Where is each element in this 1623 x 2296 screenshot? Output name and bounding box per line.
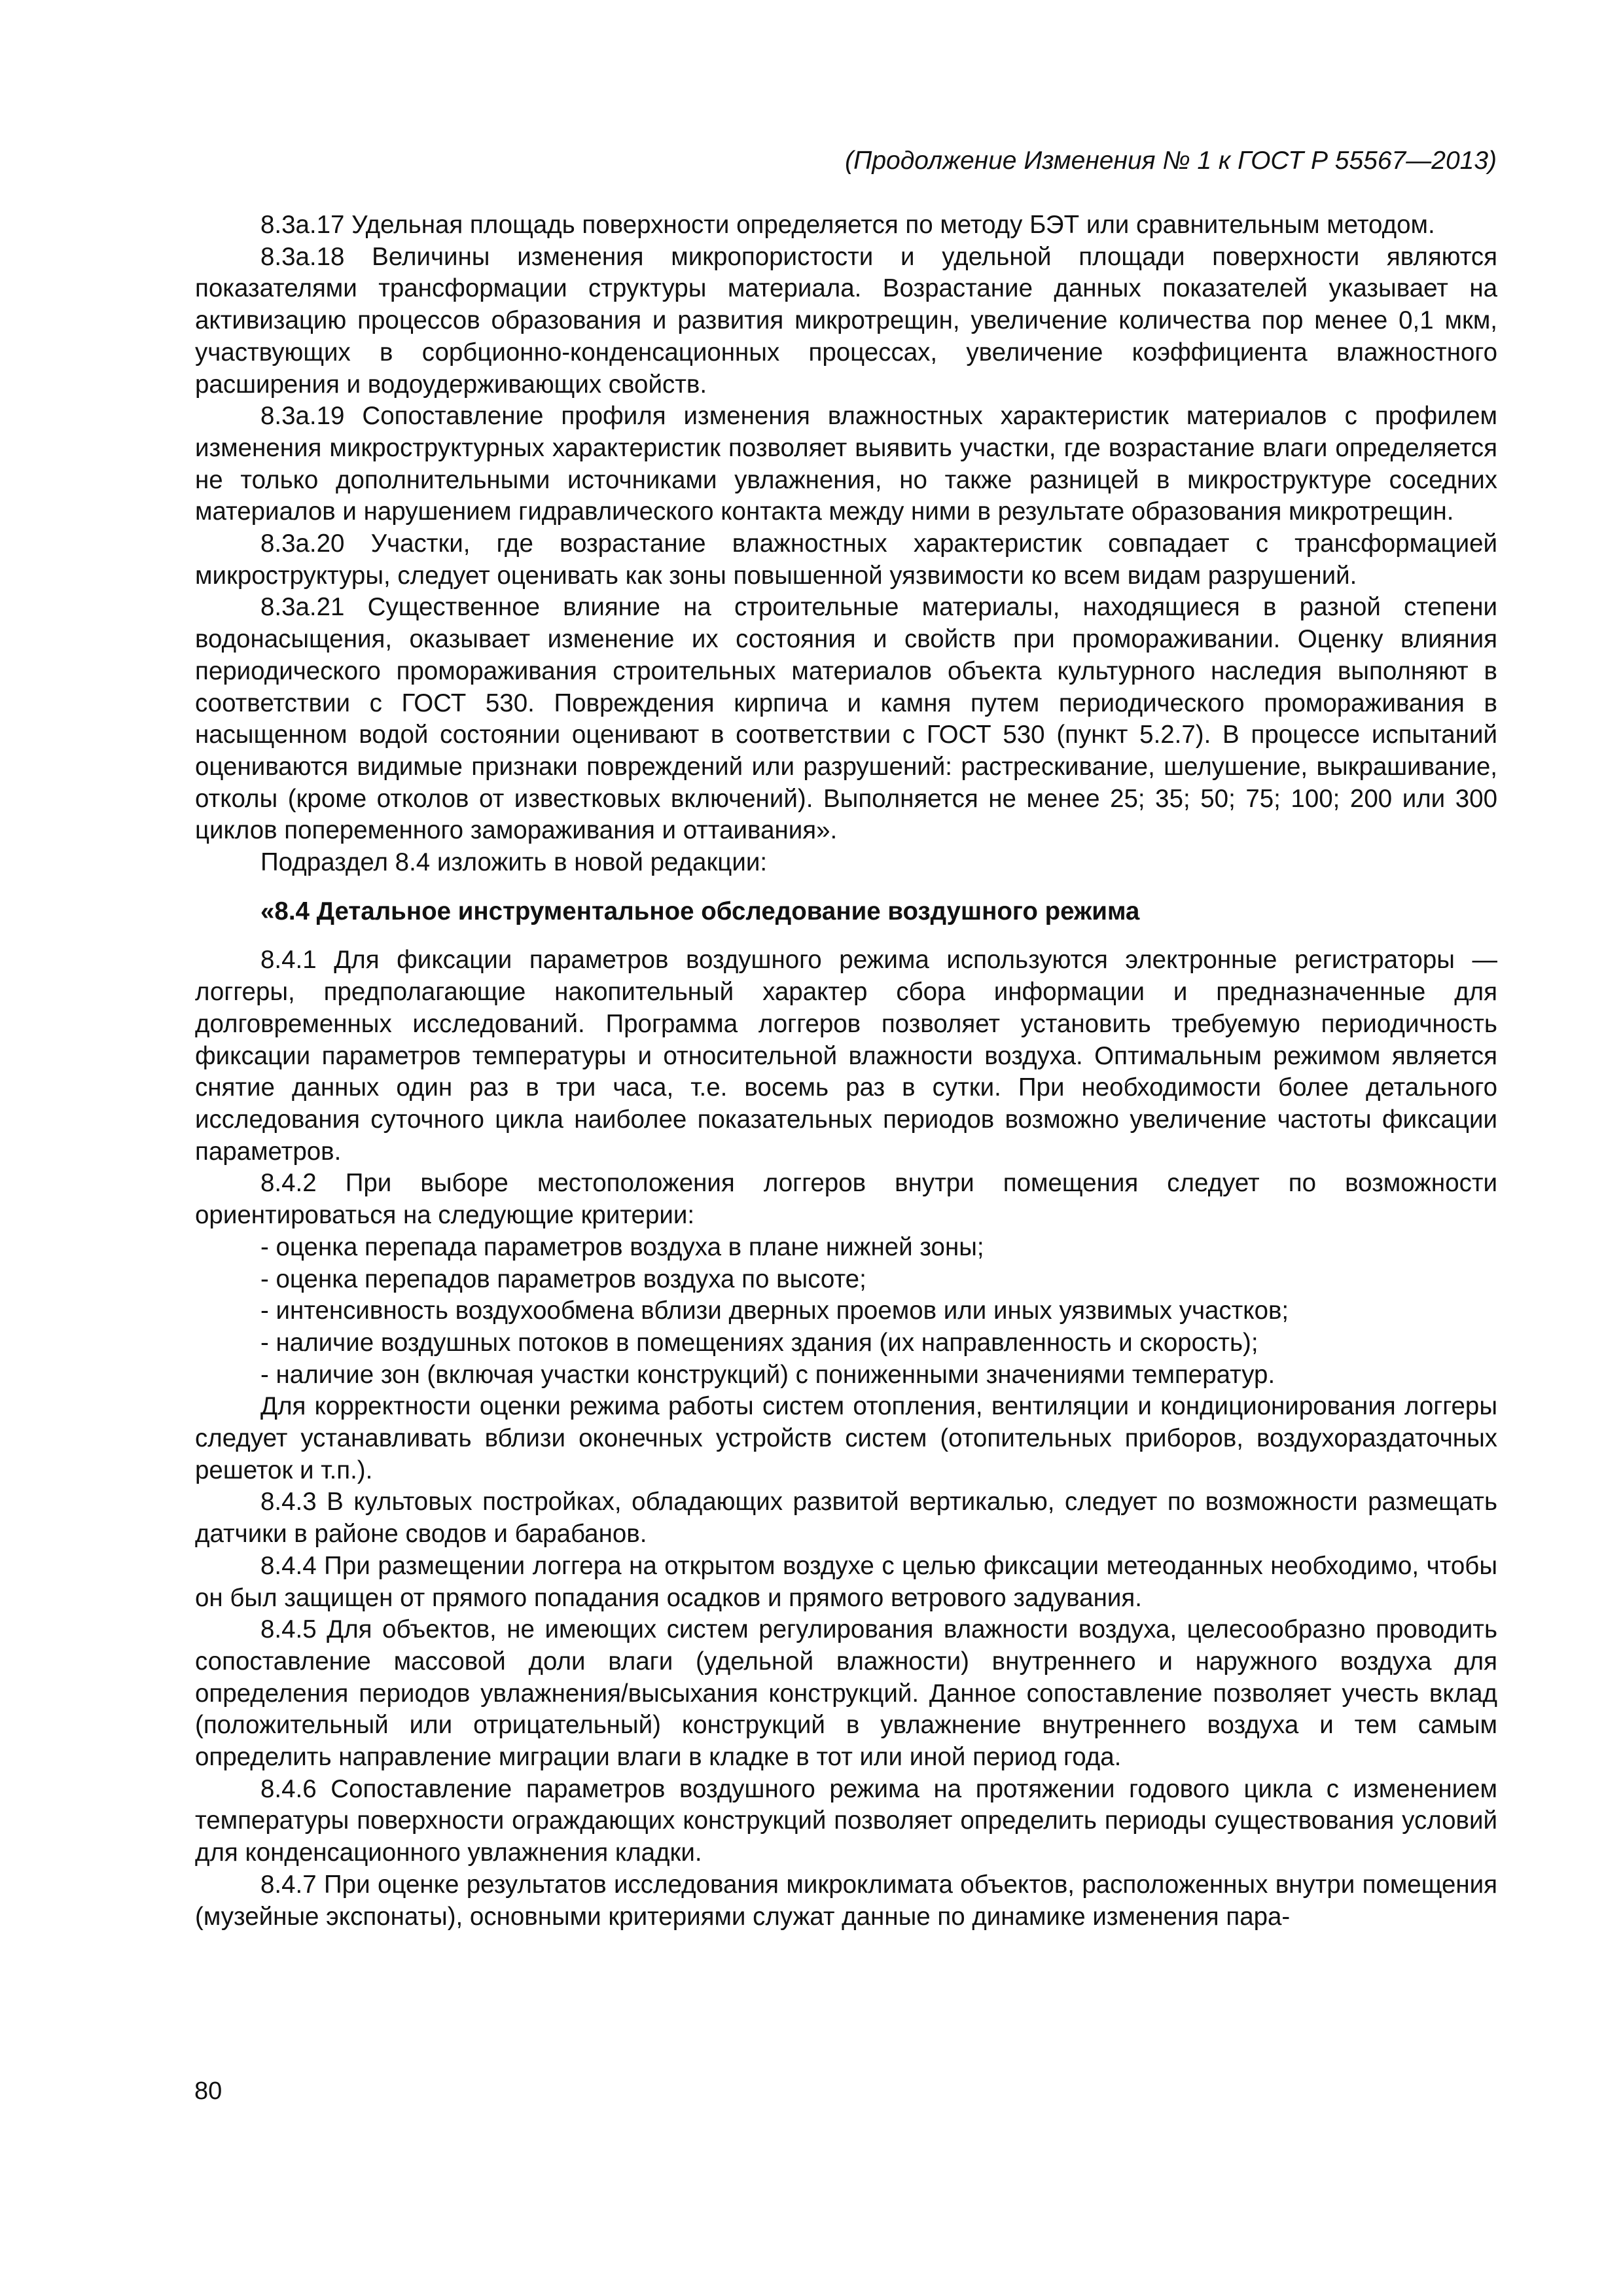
paragraph-8-4-6: 8.4.6 Сопоставление параметров воздушного режима на протяжении годового цикла с изменением температуры поверхности ограждающих конструкций позволяет определить периоды существования условий для конденсационного увлажнения кладки. [195, 1774, 1497, 1867]
amendment-instruction: Подраздел 8.4 изложить в новой редакции: [260, 848, 768, 877]
list-item: - наличие воздушных потоков в помещениях здания (их направленность и скорость); [260, 1328, 1258, 1357]
paragraph-8-3a-19: 8.3а.19 Сопоставление профиля изменения влажностных характеристик материалов с профилем изменения микроструктурных характеристик позволяет выявить участки, где возрастание влаги определяется не только дополнительными источниками увлажнения, но также разницей в микроструктуре соседних материалов и нарушением гидравлического контакта между ними в результате образования микротрещин. [195, 402, 1497, 526]
paragraph-8-3a-17: 8.3а.17 Удельная площадь поверхности определяется по методу БЭТ или сравнительным методом. [260, 211, 1435, 239]
paragraph-8-3a-18: 8.3а.18 Величины изменения микропористости и удельной площади поверхности являются показателями трансформации структуры материала. Возрастание данных показателей указывает на активизацию процессов образования и развития микротрещин, увеличение количества пор менее 0,1 мкм, участвующих в сорбционно-конденсационных процессах, увеличение коэффициента влажностного расширения и водоудерживающих свойств. [195, 242, 1497, 399]
section-heading-8-4: «8.4 Детальное инструментальное обследование воздушного режима [260, 897, 1140, 925]
list-item: - интенсивность воздухообмена вблизи дверных проемов или иных уязвимых участков; [260, 1297, 1289, 1325]
list-item: - оценка перепада параметров воздуха в плане нижней зоны; [260, 1232, 984, 1261]
paragraph-8-4-2: 8.4.2 При выборе местоположения логгеров внутри помещения следует по возможности ориентироваться на следующие критерии: [195, 1169, 1497, 1230]
list-item: - наличие зон (включая участки конструкций) с пониженными значениями температур. [260, 1360, 1275, 1389]
paragraph-8-4-3: 8.4.3 В культовых постройках, обладающих развитой вертикалью, следует по возможности размещать датчики в районе сводов и барабанов. [195, 1488, 1497, 1549]
paragraph-8-4-4: 8.4.4 При размещении логгера на открытом воздухе с целью фиксации метеоданных необходимо, чтобы он был защищен от прямого попадания осадков и прямого ветрового задувания. [195, 1551, 1497, 1612]
paragraph-8-3a-20: 8.3а.20 Участки, где возрастание влажностных характеристик совпадает с трансформацией микроструктуры, следует оценивать как зоны повышенной уязвимости ко всем видам разрушений. [195, 529, 1497, 590]
paragraph-8-3a-21: 8.3а.21 Существенное влияние на строительные материалы, находящиеся в разной степени водонасыщения, оказывает изменение их состояния и свойств при промораживании. Оценку влияния периодического промораживания строительных материалов объекта культурного наследия выполняют в соответствии с ГОСТ 530. Повреждения кирпича и камня путем периодического промораживания в насыщенном водой состоянии оценивают в соответствии с ГОСТ 530 (пункт 5.2.7). В процессе испытаний оцениваются видимые признаки повреждений или разрушений: растрескивание, шелушение, выкрашивание, отколы (кроме отколов от известковых включений). Выполняется не менее 25; 35; 50; 75; 100; 200 или 300 циклов попеременного замораживания и оттаивания». [195, 593, 1497, 845]
list-item: - оценка перепадов параметров воздуха по высоте; [260, 1265, 866, 1293]
paragraph-hvac-note: Для корректности оценки режима работы систем отопления, вентиляции и кондиционирования логгеры следует устанавливать вблизи оконечных устройств систем (отопительных приборов, воздухораздаточных решеток и т.п.). [195, 1392, 1497, 1484]
paragraph-8-4-7: 8.4.7 При оценке результатов исследования микроклимата объектов, расположенных внутри помещения (музейные экспонаты), основными критериями служат данные по динамике изменения пара- [195, 1870, 1497, 1931]
running-header: (Продолжение Изменения № 1 к ГОСТ Р 55567—2013) [845, 147, 1497, 175]
document-body [195, 209, 1497, 1933]
paragraph-8-4-1: 8.4.1 Для фиксации параметров воздушного режима используются электронные регистраторы — логгеры, предполагающие накопительный характер сбора информации и предназначенные для долговременных исследований. Программа логгеров позволяет установить требуемую периодичность фиксации параметров температуры и относительной влажности воздуха. Оптимальным режимом является снятие данных один раз в три часа, т.е. восемь раз в сутки. При необходимости более детального исследования суточного цикла наиболее показательных периодов возможно увеличение частоты фиксации параметров. [195, 946, 1497, 1166]
paragraph-8-4-5: 8.4.5 Для объектов, не имеющих систем регулирования влажности воздуха, целесообразно проводить сопоставление массовой доли влаги (удельной влажности) внутреннего и наружного воздуха для определения периодов увлажнения/высыхания конструкций. Данное сопоставление позволяет учесть вклад (положительный или отрицательный) конструкций в увлажнение внутреннего воздуха и тем самым определить направление миграции влаги в кладке в тот или иной период года. [195, 1615, 1497, 1772]
page-number: 80 [194, 2077, 223, 2105]
